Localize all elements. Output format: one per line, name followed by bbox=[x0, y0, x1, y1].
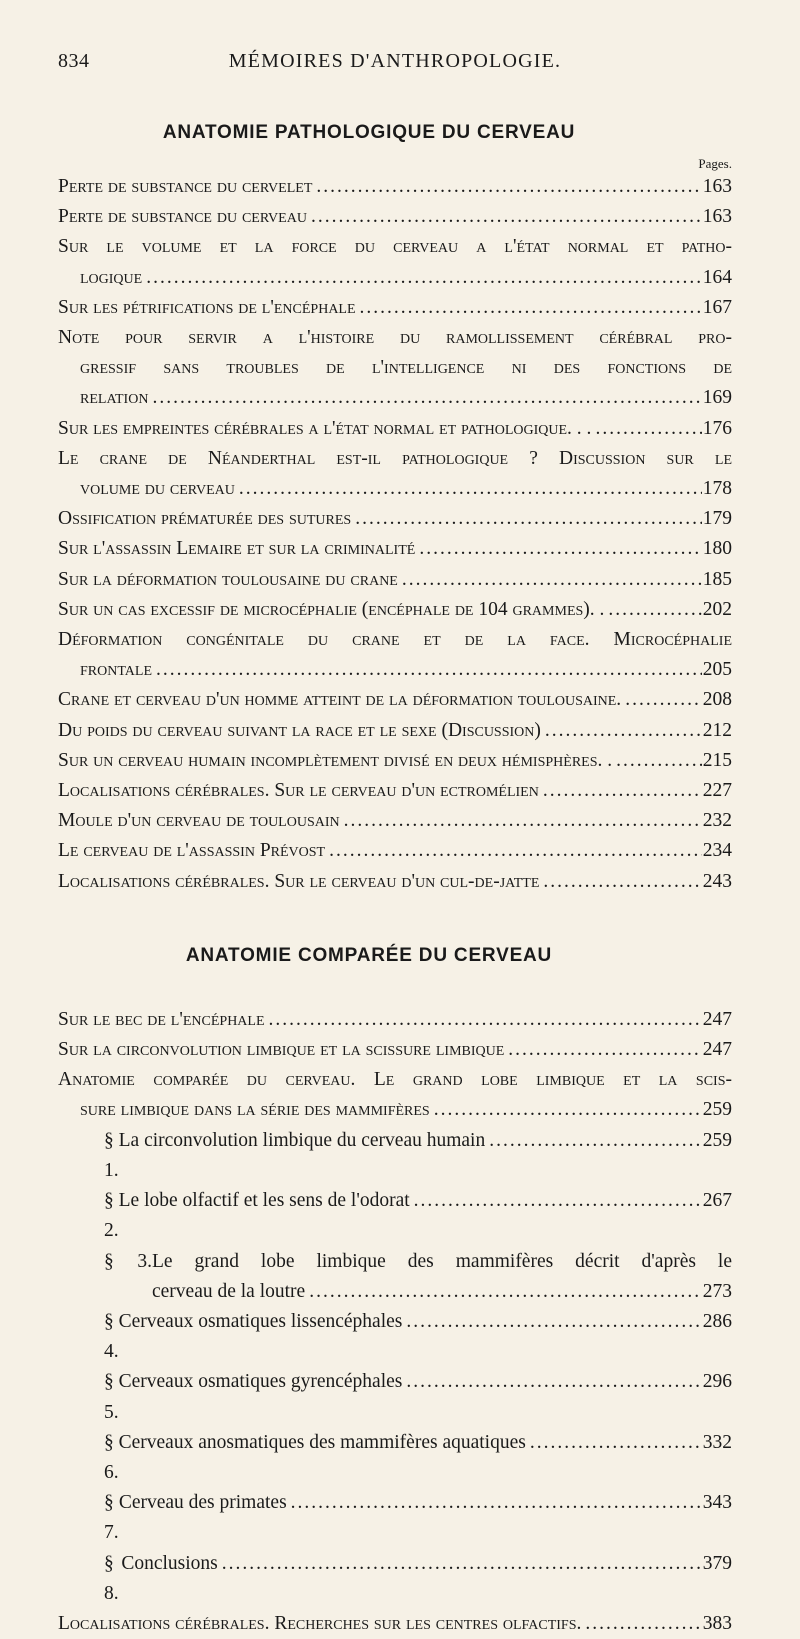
leader-dots bbox=[307, 202, 702, 232]
leader-dots bbox=[415, 534, 702, 564]
toc-entry-line bbox=[58, 353, 732, 383]
toc-entry-row bbox=[58, 383, 732, 413]
toc-entry-text: Moule d'un cerveau de toulousain bbox=[58, 810, 340, 832]
toc-entry-text: Localisations cérébrales. Sur le cerveau d'un cul-de-jatte bbox=[58, 870, 540, 892]
section-number: § 6. bbox=[104, 1431, 119, 1483]
toc-pathologique bbox=[58, 172, 732, 897]
page-ref: 178 bbox=[702, 478, 732, 500]
page-ref: 164 bbox=[702, 266, 732, 288]
leader-dots bbox=[351, 504, 702, 534]
page-ref: 163 bbox=[702, 176, 732, 197]
toc-entry-text: Sur les pétrifications de l'encéphale bbox=[58, 296, 356, 318]
toc-entry-text: Perte de substance du cerveau bbox=[58, 206, 307, 228]
leader-dots bbox=[218, 1549, 702, 1579]
toc-subsection bbox=[58, 1549, 732, 1609]
toc-entry bbox=[58, 776, 732, 806]
section-number: § 8. bbox=[104, 1552, 119, 1604]
toc-entry bbox=[58, 232, 732, 292]
toc-entry-text: gressif sans troubles de l'intelligence ni des fonctions de bbox=[80, 357, 732, 379]
toc-entry-row bbox=[58, 776, 732, 806]
section-title-comparee: ANATOMIE COMPARÉE DU CERVEAU bbox=[185, 944, 553, 966]
toc-entry-line bbox=[58, 1065, 732, 1095]
toc-entry bbox=[58, 1609, 732, 1639]
leader-dots bbox=[504, 1035, 702, 1065]
toc-entry bbox=[58, 534, 732, 564]
page-ref: 343 bbox=[702, 1492, 732, 1514]
toc-entry-text: Cerveaux osmatiques lissencéphales bbox=[118, 1310, 403, 1332]
toc-entry-line bbox=[58, 323, 732, 353]
page-ref: 234 bbox=[702, 840, 732, 862]
toc-entry-text: Le grand lobe limbique des mammifères décrit d'après le bbox=[152, 1250, 732, 1272]
toc-entry-row bbox=[104, 1277, 732, 1307]
page-ref: 212 bbox=[702, 719, 732, 741]
page-ref: 286 bbox=[702, 1310, 732, 1332]
toc-entry bbox=[58, 1065, 732, 1125]
toc-entry-text: Sur l'assassin Lemaire et sur la criminalité bbox=[58, 538, 416, 560]
toc-entry-text: logique bbox=[80, 266, 143, 288]
toc-entry-text: sure limbique dans la série des mammifères bbox=[80, 1099, 430, 1121]
toc-entry-text: Sur le bec de l'encéphale bbox=[58, 1008, 265, 1030]
toc-entry-text: Perte de substance du cervelet bbox=[58, 176, 313, 197]
leader-dots bbox=[312, 172, 702, 202]
section-title-pathologique: ANATOMIE PATHOLOGIQUE DU CERVEAU bbox=[162, 122, 576, 143]
toc-entry-text: Cerveaux anosmatiques des mammifères aquatiques bbox=[118, 1431, 526, 1453]
page-ref: 185 bbox=[702, 568, 732, 590]
toc-entry bbox=[58, 806, 732, 836]
leader-dots bbox=[604, 595, 702, 625]
toc-entry-text: Cerveau des primates bbox=[118, 1492, 287, 1514]
toc-entry-text: Le lobe olfactif et les sens de l'odorat bbox=[118, 1190, 410, 1212]
toc-entry-text: cerveau de la loutre bbox=[152, 1280, 306, 1302]
section-number: § 1. bbox=[104, 1129, 119, 1181]
toc-entry-row bbox=[58, 293, 732, 323]
toc-entry bbox=[58, 1035, 732, 1065]
toc-entry-line bbox=[58, 232, 732, 262]
toc-entry-text: Note pour servir a l'histoire du ramollissement cérébral pro- bbox=[58, 327, 732, 349]
toc-entry-text: Conclusions bbox=[121, 1552, 218, 1574]
toc-entry-text: Crane et cerveau d'un homme atteint de la déformation toulousaine. bbox=[58, 689, 622, 711]
page-ref: 247 bbox=[702, 1008, 732, 1030]
toc-entry-text: Localisations cérébrales. Sur le cerveau d'un ectromélien bbox=[58, 780, 539, 802]
toc-entry-text: Anatomie comparée du cerveau. Le grand lobe limbique et la scis- bbox=[58, 1069, 732, 1091]
leader-dots bbox=[485, 1126, 702, 1156]
page-ref: 169 bbox=[702, 387, 732, 409]
toc-entry-row bbox=[104, 1126, 732, 1186]
toc-entry-text: Sur un cerveau humain incomplètement divisé en deux hémisphères. . bbox=[58, 749, 613, 771]
page-ref: 273 bbox=[702, 1280, 732, 1302]
toc-entry-row bbox=[58, 1609, 732, 1639]
page-ref: 379 bbox=[702, 1552, 732, 1574]
leader-dots bbox=[398, 565, 702, 595]
leader-dots bbox=[235, 474, 702, 504]
page-number: 834 bbox=[58, 50, 90, 72]
toc-entry bbox=[58, 867, 732, 897]
page-ref: 259 bbox=[702, 1099, 732, 1121]
toc-entry-row bbox=[58, 414, 732, 444]
toc-entry-row bbox=[58, 595, 732, 625]
page-ref: 163 bbox=[702, 206, 732, 228]
leader-dots bbox=[356, 293, 702, 323]
toc-entry-row bbox=[58, 1035, 732, 1065]
toc-entry-row bbox=[104, 1367, 732, 1427]
page-ref: 215 bbox=[702, 749, 732, 771]
toc-entry-row bbox=[58, 1095, 732, 1125]
leader-dots bbox=[612, 746, 702, 776]
leader-dots bbox=[539, 867, 702, 897]
toc-entry bbox=[58, 172, 732, 202]
toc-entry-text: Le crane de Néanderthal est-il pathologique ? Discussion sur le bbox=[58, 447, 732, 469]
leader-dots bbox=[148, 383, 702, 413]
toc-entry-row bbox=[58, 172, 732, 202]
toc-entry-line bbox=[58, 444, 732, 474]
toc-entry-row bbox=[58, 836, 732, 866]
toc-entry bbox=[58, 202, 732, 232]
toc-entry-row bbox=[58, 867, 732, 897]
toc-subsection bbox=[58, 1367, 732, 1427]
toc-entry-row bbox=[58, 534, 732, 564]
page-ref: 180 bbox=[702, 538, 732, 560]
page-ref: 243 bbox=[702, 870, 732, 892]
toc-entry-line bbox=[104, 1247, 732, 1277]
toc-entry-text: Déformation congénitale du crane et de la face. Microcéphalie bbox=[58, 629, 732, 651]
section-number: § 7. bbox=[104, 1492, 119, 1544]
leader-dots bbox=[541, 716, 702, 746]
toc-entry-row bbox=[58, 806, 732, 836]
toc-entry bbox=[58, 836, 732, 866]
toc-entry bbox=[58, 293, 732, 323]
toc-entry-row bbox=[104, 1428, 732, 1488]
toc-subsection bbox=[58, 1186, 732, 1246]
leader-dots bbox=[430, 1095, 702, 1125]
toc-entry-row bbox=[104, 1307, 732, 1367]
section-number: § 3. bbox=[104, 1250, 152, 1272]
toc-entry-row bbox=[104, 1186, 732, 1246]
leader-dots bbox=[305, 1277, 702, 1307]
toc-subsection bbox=[58, 1126, 732, 1186]
toc-entry-row bbox=[58, 202, 732, 232]
leader-dots bbox=[152, 655, 702, 685]
toc-subsection bbox=[58, 1307, 732, 1367]
leader-dots bbox=[526, 1428, 702, 1458]
toc-entry-row bbox=[58, 1005, 732, 1035]
toc-comparee bbox=[58, 1005, 732, 1639]
running-head bbox=[58, 0, 732, 78]
toc-entry-text: Sur un cas excessif de microcéphalie (encéphale de 104 grammes). . bbox=[58, 598, 605, 620]
toc-entry-row bbox=[58, 504, 732, 534]
toc-entry-row bbox=[58, 716, 732, 746]
journal-title: MÉMOIRES D'ANTHROPOLOGIE. bbox=[228, 50, 562, 72]
leader-dots bbox=[265, 1005, 702, 1035]
page-ref: 205 bbox=[702, 659, 732, 681]
toc-entry bbox=[58, 746, 732, 776]
toc-entry bbox=[58, 504, 732, 534]
toc-entry-row bbox=[58, 565, 732, 595]
page-ref: 383 bbox=[702, 1612, 732, 1634]
page-ref: 208 bbox=[702, 689, 732, 711]
toc-entry-row bbox=[104, 1488, 732, 1548]
toc-entry-row bbox=[58, 685, 732, 715]
toc-entry-row bbox=[104, 1549, 732, 1609]
leader-dots bbox=[581, 1609, 702, 1639]
toc-entry-text: Sur la déformation toulousaine du crane bbox=[58, 568, 398, 590]
toc-entry bbox=[58, 625, 732, 685]
toc-entry bbox=[58, 323, 732, 414]
toc-entry-line bbox=[58, 625, 732, 655]
toc-entry-text: Le cerveau de l'assassin Prévost bbox=[58, 840, 326, 862]
toc-entry-text: relation bbox=[80, 387, 149, 409]
toc-entry-text: frontale bbox=[80, 659, 152, 681]
toc-entry-text: Sur les empreintes cérébrales a l'état normal et pathologique. . . bbox=[58, 417, 592, 439]
toc-entry bbox=[58, 1005, 732, 1035]
leader-dots bbox=[410, 1186, 702, 1216]
page-ref: 202 bbox=[702, 598, 732, 620]
toc-entry-text: Sur la circonvolution limbique et la scissure limbique bbox=[58, 1039, 505, 1061]
page-ref: 167 bbox=[702, 296, 732, 318]
toc-entry-text: Du poids du cerveau suivant la race et le sexe (Discussion) bbox=[58, 719, 541, 741]
toc-entry bbox=[58, 444, 732, 504]
toc-entry-text: Ossification prématurée des sutures bbox=[58, 508, 352, 530]
page-ref: 296 bbox=[702, 1371, 732, 1393]
toc-entry-text: La circonvolution limbique du cerveau humain bbox=[118, 1129, 486, 1151]
page-ref: 227 bbox=[702, 780, 732, 802]
leader-dots bbox=[621, 685, 702, 715]
toc-entry bbox=[58, 685, 732, 715]
page-ref: 267 bbox=[702, 1190, 732, 1212]
toc-subsection bbox=[58, 1488, 732, 1548]
page-ref: 179 bbox=[702, 508, 732, 530]
pages-column-label: Pages. bbox=[698, 156, 732, 171]
toc-entry bbox=[58, 716, 732, 746]
leader-dots bbox=[402, 1307, 702, 1337]
section-number: § 4. bbox=[104, 1310, 119, 1363]
page-ref: 232 bbox=[702, 810, 732, 832]
toc-entry-text: Localisations cérébrales. Recherches sur les centres olfactifs. bbox=[58, 1612, 582, 1634]
page-ref: 247 bbox=[702, 1039, 732, 1061]
toc-entry bbox=[58, 414, 732, 444]
toc-entry-row bbox=[58, 655, 732, 685]
page-ref: 176 bbox=[702, 417, 732, 439]
leader-dots bbox=[591, 414, 702, 444]
toc-entry-row bbox=[58, 474, 732, 504]
toc-subsection bbox=[58, 1247, 732, 1307]
toc-entry-text: volume du cerveau bbox=[80, 478, 235, 500]
toc-entry-text: Cerveaux osmatiques gyrencéphales bbox=[118, 1371, 403, 1393]
section-number: § 2. bbox=[104, 1190, 119, 1242]
toc-entry-row bbox=[58, 263, 732, 293]
toc-entry-row bbox=[58, 746, 732, 776]
leader-dots bbox=[539, 776, 702, 806]
leader-dots bbox=[142, 263, 702, 293]
toc-subsection bbox=[58, 1428, 732, 1488]
page-ref: 332 bbox=[702, 1431, 732, 1453]
leader-dots bbox=[402, 1367, 702, 1397]
toc-entry-text: Sur le volume et la force du cerveau a l'état normal et patho- bbox=[58, 236, 732, 258]
toc-entry bbox=[58, 565, 732, 595]
toc-entry bbox=[58, 595, 732, 625]
leader-dots bbox=[325, 836, 702, 866]
section-number: § 5. bbox=[104, 1371, 119, 1423]
leader-dots bbox=[287, 1488, 702, 1518]
page-ref: 259 bbox=[702, 1129, 732, 1151]
leader-dots bbox=[340, 806, 702, 836]
